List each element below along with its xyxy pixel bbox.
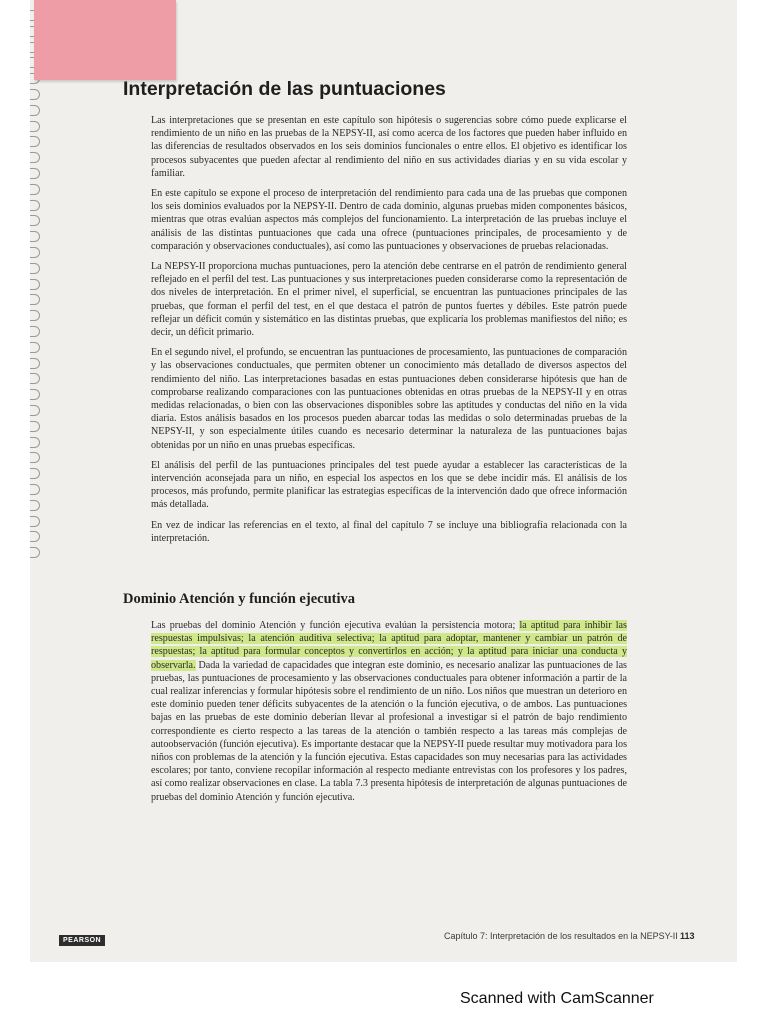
section-text xyxy=(151,619,627,811)
page-number: 113 xyxy=(680,931,695,941)
binder-ring xyxy=(30,279,40,290)
paragraph-5: El análisis del perfil de las puntuaciones principales del test puede ayudar a establecer las características de la intervención aconsejada para un niño, en especial los aspectos en los que se debe incidir más. El análisis de los procesos, más profundo, permite planificar las estrategias específicas de la intervención dado que ofrece información más detallada. xyxy=(151,459,627,511)
binder-ring xyxy=(30,200,40,211)
paragraph-6: En vez de indicar las referencias en el texto, al final del capítulo 7 se incluye una bibliografía relacionada con la interpretación. xyxy=(151,519,627,544)
section-heading: Dominio Atención y función ejecutiva xyxy=(123,591,355,607)
binder-ring xyxy=(30,468,40,479)
binder-ring xyxy=(30,484,40,495)
binder-ring xyxy=(30,421,40,432)
binder-ring xyxy=(30,168,40,179)
binder-ring xyxy=(30,547,40,558)
binder-ring xyxy=(30,358,40,369)
binder-ring xyxy=(30,89,40,100)
binder-ring xyxy=(30,136,40,147)
section-rest: Dada la variedad de capacidades que integran este dominio, es necesario analizar las puntuaciones de las pruebas, las puntuaciones de procesamiento y las observaciones conductuales para obtener información a partir de la cual realizar inferencias y formular hipótesis sobre el rendimiento de un niño. Los niños que muestran un deterioro en este dominio pueden tener déficits subyacentes de la atención o la función ejecutiva, o de ambos. Las puntuaciones bajas en las pruebas de este dominio deberían llevar al profesional a investigar si el patrón de bajo rendimiento correspondiente es cierto respecto a las tareas de la atención o también respecto a las tareas más complejas de autoobservación (función ejecutiva). Es importante destacar que la NEPSY-II puede resultar muy motivadora para los niños con problemas de la atención y la función ejecutiva. Estas capacidades son muy necesarias para las actividades escolares; por tanto, conviene recopilar información al respecto mediante entrevistas con los profesores y los padres, así como realizar observaciones en clase. La tabla 7.3 presenta hipótesis de interpretación de algunas puntuaciones de pruebas del dominio Atención y función ejecutiva. xyxy=(151,659,627,803)
binder-ring xyxy=(30,437,40,448)
binder-ring xyxy=(30,121,40,132)
binder-rings xyxy=(30,10,44,570)
binder-ring xyxy=(30,105,40,116)
binder-ring xyxy=(30,516,40,527)
binder-ring xyxy=(30,152,40,163)
binder-ring xyxy=(30,247,40,258)
binder-ring xyxy=(30,326,40,337)
section-paragraph xyxy=(151,619,627,804)
paragraph-4: En el segundo nivel, el profundo, se encuentran las puntuaciones de procesamiento, las puntuaciones de comparación y las observaciones conductuales, que permiten obtener un conocimiento más detallado de diversos aspectos del rendimiento del niño. Las interpretaciones basadas en estas puntuaciones deben considerarse hipótesis que han de comprobarse realizando comparaciones con las puntuaciones obtenidas en otras pruebas de la NEPSY-II y en otras medidas relacionadas, o bien con las observaciones disponibles sobre las aptitudes y conductas del niño en la vida diaria. Estos análisis basados en los procesos pueden abarcar todas las medidas o solo determinadas pruebas de la NEPSY-II, y son especialmente útiles cuando es necesario determinar la naturaleza de las puntuaciones bajas obtenidas por un niño en unas pruebas específicas. xyxy=(151,347,627,451)
binder-ring xyxy=(30,215,40,226)
paragraph-3: La NEPSY-II proporciona muchas puntuaciones, pero la atención debe centrarse en el patrón de rendimiento general reflejado en el perfil del test. Las puntuaciones y sus interpretaciones pueden considerarse como la representación de dos niveles de interpretación. En el primer nivel, el superficial, se encuentran las puntuaciones principales de las pruebas, que forman el perfil del test, en el que destaca el patrón de puntos fuertes y débiles. Este patrón puede reflejar un déficit común y sistemático en las distintas pruebas, que explicaría los problemas manifiestos del niño; es decir, un déficit primario. xyxy=(151,261,627,339)
binder-ring xyxy=(30,531,40,542)
binder-ring xyxy=(30,500,40,511)
binder-ring xyxy=(30,405,40,416)
intro-text xyxy=(151,114,627,552)
binder-ring xyxy=(30,184,40,195)
binder-ring xyxy=(30,373,40,384)
binder-ring xyxy=(30,231,40,242)
page-title: Interpretación de las puntuaciones xyxy=(123,78,446,100)
binder-ring xyxy=(30,263,40,274)
chapter-footer: Capítulo 7: Interpretación de los resultados en la NEPSY-II xyxy=(444,931,678,941)
binder-ring xyxy=(30,452,40,463)
binder-ring xyxy=(30,389,40,400)
paragraph-1: Las interpretaciones que se presentan en este capítulo son hipótesis o sugerencias sobre cómo puede explicarse el rendimiento de un niño en las pruebas de la NEPSY-II, así como acerca de los factores que pueden haber influido en las diferencias de resultados observados en los seis dominios funcionales o entre ellos. El objetivo es identificar los procesos subyacentes que pueden afectar al rendimiento del niño en sus actividades diarias y en su vida escolar y familiar. xyxy=(151,115,627,179)
section-lead: Las pruebas del dominio Atención y función ejecutiva evalúan la persistencia motora; xyxy=(151,620,516,631)
paragraph-2: En este capítulo se expone el proceso de interpretación del rendimiento para cada una de las pruebas que componen los seis dominios evaluados por la NEPSY-II. Dentro de cada dominio, algunas pruebas miden componentes básicos, mientras que otras evalúan aspectos más complejos del funcionamiento. La interpretación de las pruebas incluye el análisis de las distintas puntuaciones que cada una ofrece (puntuaciones principales, de procesamiento y de comparación y observaciones conductuales), así como las puntuaciones y observaciones de pruebas relacionadas. xyxy=(151,188,627,252)
scanned-page xyxy=(30,0,737,962)
camscanner-watermark: Scanned with CamScanner xyxy=(460,990,654,1007)
binder-ring xyxy=(30,294,40,305)
binder-ring xyxy=(30,342,40,353)
binder-ring xyxy=(30,310,40,321)
highlighted-text: la aptitud para inhibir las respuestas impulsivas; la atención auditiva selectiva; la aptitud para adoptar, mantener y cambiar un patrón de respuestas; la aptitud para formular conceptos y convertirlos en acción; y la aptitud para iniciar una conducta y observarla. xyxy=(151,620,627,671)
publisher-logo: PEARSON xyxy=(59,935,105,946)
sticky-note xyxy=(34,0,176,80)
